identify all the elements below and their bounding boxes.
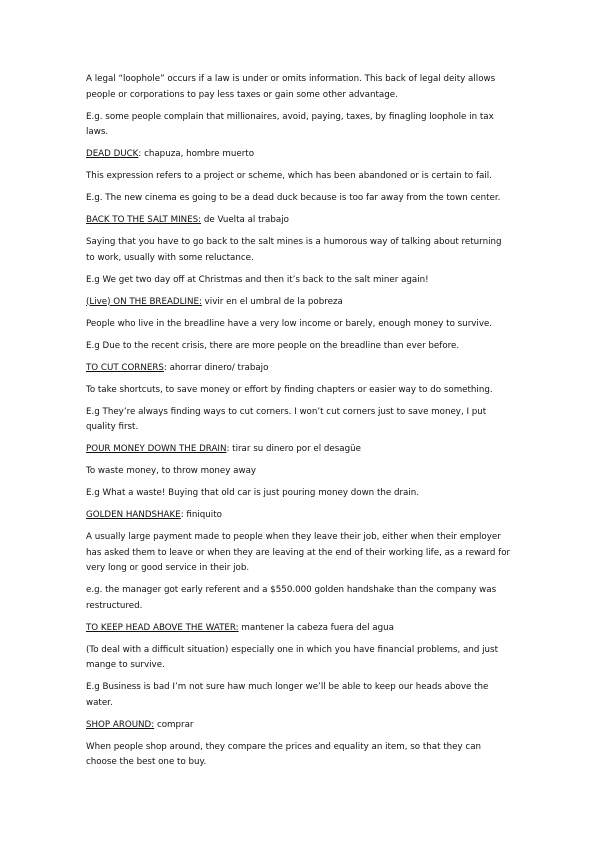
translation-shop-around: comprar xyxy=(154,719,194,730)
paragraph-salt-mines-definition: Saying that you have to go back to the salt mines is a humorous way of talking about returning to work, usually with some reluctance. xyxy=(86,237,502,263)
paragraph-breadline-definition: People who live in the breadline have a very low income or barely, enough money to survive. xyxy=(86,318,493,329)
paragraph-loophole-definition: A legal “loophole” occurs if a law is under or omits information. This back of legal deity allows people or corporations to pay less taxes or gain some other advantage. xyxy=(86,74,496,100)
paragraph-golden-handshake-example: e.g. the manager got early referent and a $550.000 golden handshake than the company was restructured. xyxy=(86,585,497,611)
paragraph-dead-duck-definition: This expression refers to a project or scheme, which has been abandoned or is certain to fail. xyxy=(86,171,492,181)
translation-dead-duck: : chapuza, hombre muerto xyxy=(138,149,255,159)
term-pour-money: POUR MONEY DOWN THE DRAIN xyxy=(86,444,227,454)
paragraph-pour-money-definition: To waste money, to throw money away xyxy=(86,466,257,476)
translation-keep-head: mantener la cabeza fuera del agua xyxy=(238,622,394,633)
translation-salt-mines: de Vuelta al trabajo xyxy=(201,215,289,225)
translation-pour-money: : tirar su dinero por el desagüe xyxy=(226,444,361,454)
term-dead-duck: DEAD DUCK xyxy=(86,149,139,159)
translation-breadline: vivir en el umbral de la pobreza xyxy=(201,296,343,307)
paragraph-cut-corners-definition: To take shortcuts, to save money or effort by finding chapters or easier way to do something. xyxy=(86,384,493,395)
translation-golden-handshake: : finiquito xyxy=(180,510,222,520)
term-breadline: (Live) ON THE BREADLINE: xyxy=(86,296,202,307)
term-keep-head: TO KEEP HEAD ABOVE THE WATER: xyxy=(86,622,239,633)
paragraph-salt-mines-example: E.g We get two day off at Christmas and then it’s back to the salt miner again! xyxy=(86,274,429,285)
paragraph-dead-duck-example: E.g. The new cinema es going to be a dead duck because is too far away from the town center. xyxy=(86,193,501,203)
heading-breadline xyxy=(86,295,513,311)
heading-golden-handshake xyxy=(86,508,513,524)
translation-cut-corners: : ahorrar dinero/ trabajo xyxy=(163,362,269,373)
heading-cut-corners xyxy=(86,361,513,377)
term-cut-corners: TO CUT CORNERS xyxy=(86,362,164,373)
term-shop-around: SHOP AROUND: xyxy=(86,719,155,730)
paragraph-breadline-example: E.g Due to the recent crisis, there are more people on the breadline than ever before. xyxy=(86,340,460,351)
heading-pour-money xyxy=(86,442,513,458)
term-salt-mines: BACK TO THE SALT MINES: xyxy=(86,215,202,225)
heading-salt-mines xyxy=(86,213,513,229)
term-golden-handshake: GOLDEN HANDSHAKE xyxy=(86,510,181,520)
paragraph-loophole-example: E.g. some people complain that millionaires, avoid, paying, taxes, by finagling loophole in tax laws. xyxy=(86,111,494,137)
heading-keep-head xyxy=(86,621,513,637)
paragraph-pour-money-example: E.g What a waste! Buying that old car is just pouring money down the drain. xyxy=(86,488,420,498)
paragraph-keep-head-definition: (To deal with a difficult situation) especially one in which you have financial problems, and just mange to survive. xyxy=(86,644,498,670)
heading-shop-around xyxy=(86,718,513,734)
heading-dead-duck xyxy=(86,147,513,163)
paragraph-golden-handshake-definition: A usually large payment made to people when they leave their job, either when their employer has asked them to leave or when they are leaving at the end of their working life, as a reward for very long or good service in their job. xyxy=(86,532,511,573)
paragraph-cut-corners-example: E.g They’re always finding ways to cut corners. I won’t cut corners just to save money, I put quality first. xyxy=(86,406,487,432)
paragraph-shop-around-definition: When people shop around, they compare the prices and equality an item, so that they can choose the best one to buy. xyxy=(86,741,482,767)
paragraph-keep-head-example: E.g Business is bad I’m not sure haw much longer we’ll be able to keep our heads above the water. xyxy=(86,682,489,708)
